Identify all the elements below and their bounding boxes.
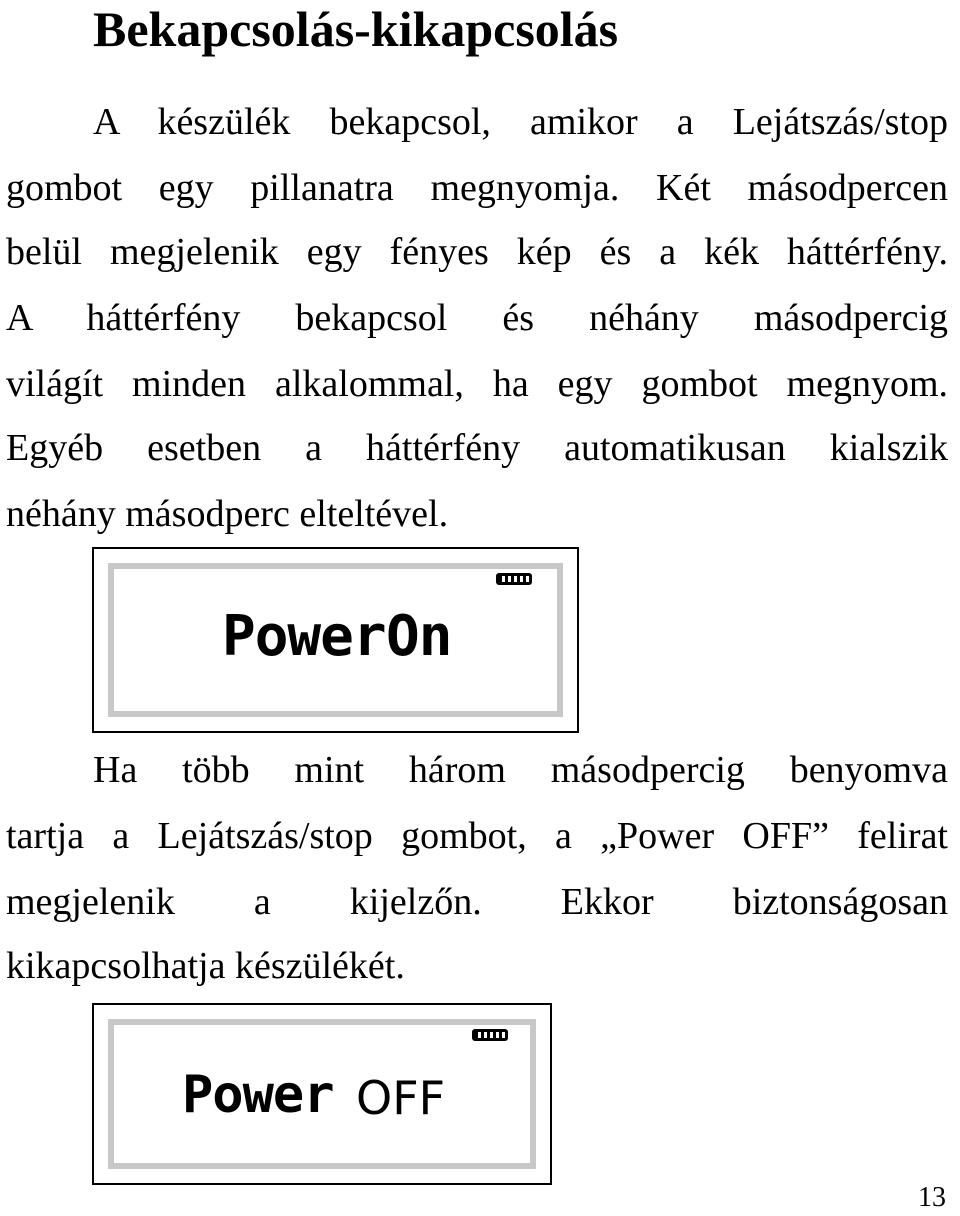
lcd-on-label: On (386, 604, 452, 669)
page-number: 13 (918, 1182, 946, 1213)
battery-icon (472, 1029, 508, 1041)
paragraph-line: belül megjelenik egy fényes kép és a kék háttérfény. (6, 231, 948, 273)
paragraph-line: néhány másodperc elteltével. (6, 493, 449, 535)
lcd-off-label: OFF (356, 1071, 446, 1125)
power-on-display (92, 547, 579, 733)
page-title: Bekapcsolás-kikapcsolás (93, 1, 619, 57)
lcd-power-label: Power (222, 604, 386, 669)
power-off-display (92, 1003, 552, 1185)
paragraph-line: gombot egy pillanatra megnyomja. Két másodpercen (6, 167, 948, 209)
paragraph-line: Ha több mint három másodpercig benyomva (93, 749, 948, 791)
battery-icon (496, 573, 532, 585)
paragraph-line: megjelenik a kijelzőn. Ekkor biztonságosan (6, 881, 948, 923)
lcd-power-label: Power (182, 1065, 334, 1125)
paragraph-line: Egyéb esetben a háttérfény automatikusan kialszik (6, 427, 948, 469)
paragraph-line: tartja a Lejátszás/stop gombot, a „Power OFF” felirat (6, 815, 948, 857)
paragraph-line: A háttérfény bekapcsol és néhány másodpercig (6, 297, 948, 339)
paragraph-line: A készülék bekapcsol, amikor a Lejátszás/stop (93, 101, 948, 143)
paragraph-line: kikapcsolhatja készülékét. (6, 945, 405, 987)
paragraph-line: világít minden alkalommal, ha egy gombot megnyom. (6, 363, 948, 405)
